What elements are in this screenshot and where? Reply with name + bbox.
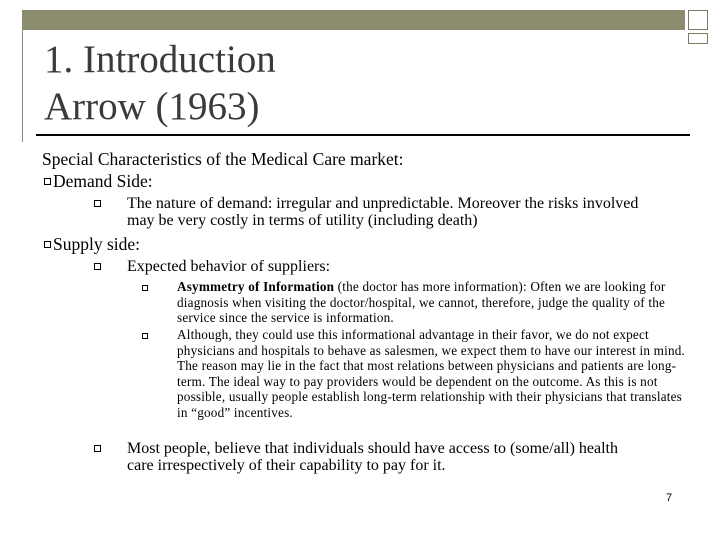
title-line-2: Arrow (1963) bbox=[44, 85, 260, 128]
intro-text: Special Characteristics of the Medical Care market: bbox=[42, 149, 404, 169]
bullet-box-icon bbox=[94, 445, 101, 452]
demand-item: The nature of demand: irregular and unpredictable. Moreover the risks involved may be very costly in terms of utility (including death) bbox=[127, 195, 639, 229]
bullet-box-icon bbox=[94, 263, 101, 270]
bullet-box-icon bbox=[94, 200, 101, 207]
bullet-box-icon bbox=[142, 285, 148, 291]
title-side-line bbox=[22, 10, 23, 142]
supply-item-1: Expected behavior of suppliers: bbox=[127, 258, 331, 275]
demand-label: Demand Side: bbox=[53, 171, 153, 191]
supply-sub-2: Although, they could use this informational advantage in their favor, we do not expect physicians and hospitals to behave as salesmen, we expect them to have our interest in mind. The reason may lie in the fact that most relations between physicians and patients are long-term. The ideal way to pay providers would be dependent on the outcome. As this is not possible, usually people establish long-term relationship with their physicians that translates in “good” incentives. bbox=[177, 327, 686, 420]
supply-item-2: Most people, believe that individuals should have access to (some/all) health care irrespectively of their capability to pay for it. bbox=[127, 440, 618, 474]
corner-square-bottom bbox=[688, 33, 708, 44]
bullet-box-icon bbox=[44, 241, 51, 248]
title-divider bbox=[36, 134, 690, 136]
corner-square-top bbox=[688, 10, 708, 30]
title-bar bbox=[22, 10, 685, 30]
supply-label: Supply side: bbox=[53, 234, 141, 254]
sub-1-bold: Asymmetry of Information bbox=[177, 279, 335, 294]
bullet-box-icon bbox=[44, 178, 51, 185]
supply-bullet bbox=[44, 233, 140, 255]
sub-1-rest: (the doctor has more information): Often we are looking for diagnosis when visiting the doctor/hospital, we cannot, therefore, judge the quality of the service since the service is information. bbox=[177, 279, 666, 326]
bullet-box-icon bbox=[142, 333, 148, 339]
title-line-1: 1. Introduction bbox=[44, 38, 276, 81]
demand-bullet bbox=[44, 170, 153, 192]
page-number: 7 bbox=[666, 492, 673, 504]
slide-title bbox=[44, 36, 684, 130]
supply-sub-1 bbox=[177, 279, 687, 326]
